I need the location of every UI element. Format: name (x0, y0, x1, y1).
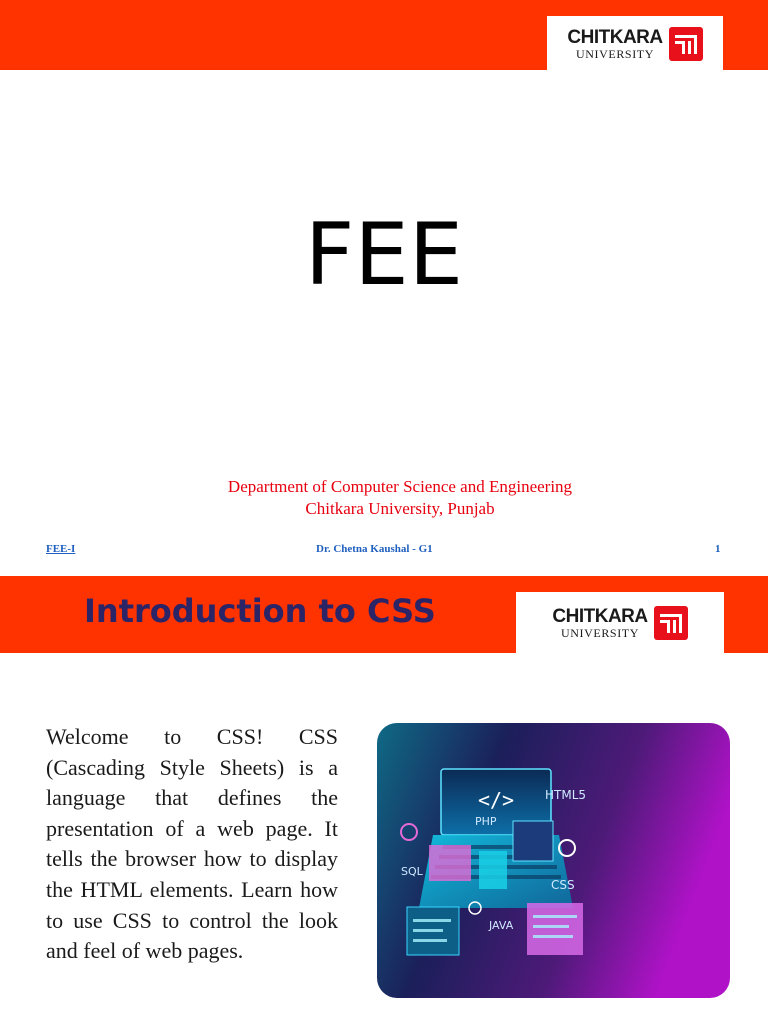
code-panel (527, 903, 583, 955)
php-label: PHP (475, 815, 497, 828)
footer-author: Dr. Chetna Kaushal - G1 (316, 543, 433, 555)
logo-mark-icon (669, 27, 703, 61)
presentation-title: FEE (304, 205, 464, 305)
department-name: Department of Computer Science and Engineering (227, 477, 573, 496)
css-label: CSS (551, 878, 575, 892)
university-location: Chitkara University, Punjab (305, 499, 495, 518)
slide-title: Introduction to CSS (84, 592, 436, 630)
intro-paragraph: Welcome to CSS! CSS (Cascading Style Sheets) is a language that defines the presentation of a web page. It tells the browser how to display the HTML elements. Learn how to use CSS to control the look and feel of web pages. (46, 724, 338, 964)
university-logo (547, 16, 723, 72)
logo-subtitle: UNIVERSITY (561, 625, 639, 640)
code-panel (429, 845, 471, 881)
code-panel (479, 851, 507, 889)
web-technologies-illustration (377, 723, 730, 998)
department-info (0, 476, 768, 520)
footer-course-link[interactable]: FEE-I (46, 543, 76, 555)
logo-subtitle: UNIVERSITY (576, 46, 654, 61)
slide-2 (0, 568, 768, 1024)
html5-label: HTML5 (545, 788, 587, 802)
logo-wordmark: CHITKARA (552, 605, 648, 627)
code-panel (513, 821, 553, 861)
logo-mark-icon (654, 606, 688, 640)
svg-text:</>: </> (477, 788, 515, 812)
sql-label: SQL (401, 865, 423, 878)
university-logo (516, 592, 724, 654)
logo-wordmark: CHITKARA (567, 26, 663, 48)
footer-page-number: 1 (715, 543, 721, 555)
illustration-artwork (377, 723, 730, 998)
java-label: JAVA (489, 919, 514, 932)
